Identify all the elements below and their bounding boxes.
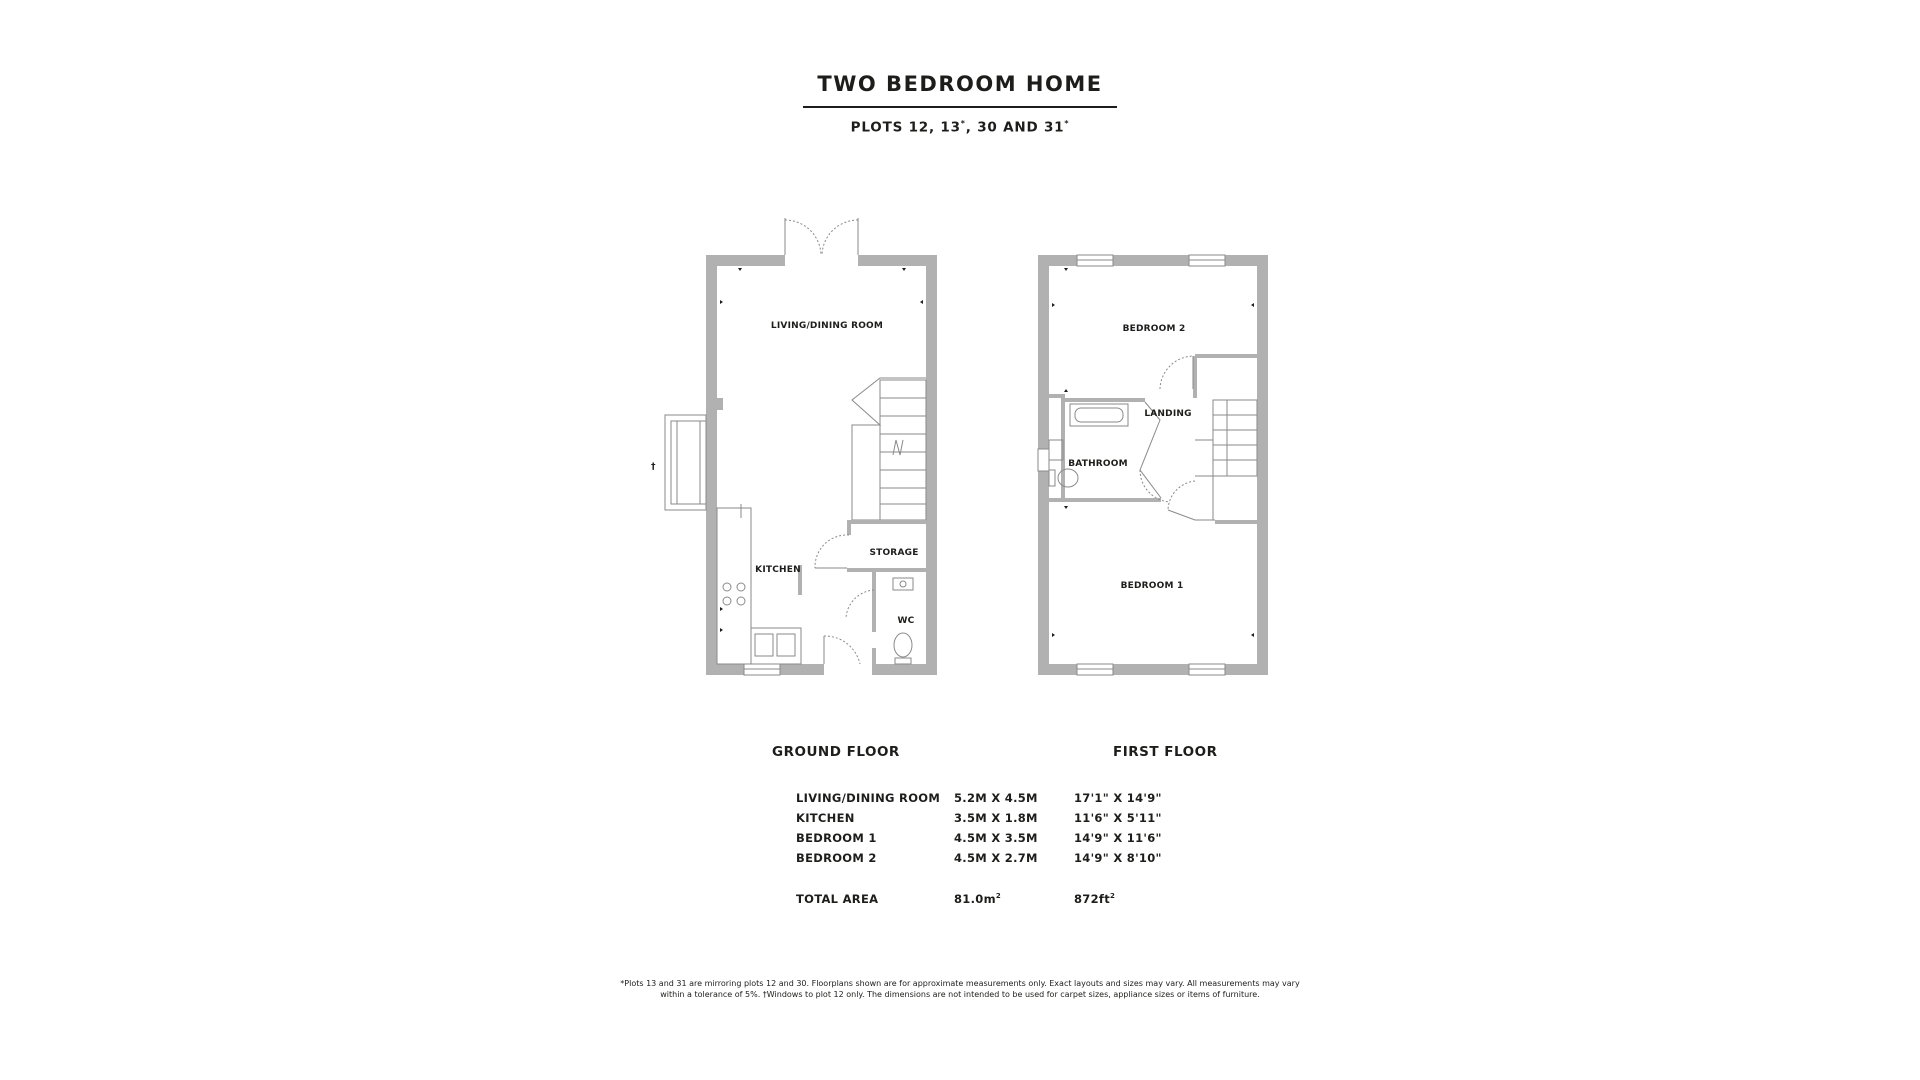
- window-note-mark: †: [651, 462, 656, 472]
- dimension-imperial: 14'9" X 8'10": [1074, 851, 1162, 865]
- page-title: TWO BEDROOM HOME: [803, 72, 1116, 108]
- dimension-room: BEDROOM 2: [796, 851, 877, 865]
- footnote: [600, 978, 1320, 1000]
- first-floor-doors: [1140, 356, 1215, 520]
- ground-wall-pier: [717, 398, 723, 410]
- total-metric-value: 81.0m: [954, 892, 996, 906]
- dimension-row: [796, 828, 1194, 848]
- total-area-row: [796, 889, 1194, 909]
- dimension-imperial: 14'9" X 11'6": [1074, 831, 1162, 845]
- subtitle-mark-b: *: [1064, 119, 1070, 128]
- total-area-label: TOTAL AREA: [796, 892, 879, 906]
- first-stairs: [1195, 400, 1257, 520]
- total-area-metric: [954, 889, 1074, 909]
- dimension-row: [796, 808, 1194, 828]
- room-label-storage: STORAGE: [869, 548, 919, 558]
- ground-stairs: [852, 378, 926, 520]
- dimension-room: LIVING/DINING ROOM: [796, 791, 941, 805]
- ground-floor-plan: [651, 218, 937, 675]
- storage-door: [815, 535, 849, 568]
- dimension-imperial: 17'1" X 14'9": [1074, 791, 1162, 805]
- table-spacer: [796, 868, 1194, 889]
- storage-wc-partitions: [798, 520, 926, 664]
- dimension-imperial: 11'6" X 5'11": [1074, 811, 1162, 825]
- room-label-kitchen: KITCHEN: [755, 565, 801, 575]
- room-label-landing: LANDING: [1144, 409, 1192, 419]
- kitchen-window: [744, 664, 780, 675]
- footnote-line-1: *Plots 13 and 31 are mirroring plots 12 and 30. Floorplans shown are for approximate measurements only. Exact layouts and sizes may vary. All measurements may vary: [620, 979, 1300, 988]
- front-door: [824, 636, 860, 664]
- dimension-metric: 5.2M X 4.5M: [954, 791, 1038, 805]
- dimension-room: BEDROOM 1: [796, 831, 877, 845]
- footnote-line-2: within a tolerance of 5%. †Windows to plot 12 only. The dimensions are not intended to be used for carpet sizes, appliance sizes or items of furniture.: [660, 990, 1260, 999]
- kitchen-units: [717, 504, 801, 664]
- room-label-bedroom-2: BEDROOM 2: [1122, 324, 1186, 334]
- first-floor-heading: FIRST FLOOR: [1113, 744, 1218, 760]
- room-label-living-dining: LIVING/DINING ROOM: [770, 321, 884, 331]
- total-imperial-unit: 2: [1110, 892, 1116, 901]
- ground-floor-walls: [706, 255, 937, 675]
- wc-door: [846, 590, 874, 618]
- dimension-metric: 4.5M X 3.5M: [954, 831, 1038, 845]
- french-doors: [785, 218, 858, 255]
- bay-window: [665, 415, 706, 510]
- subtitle-text-a: PLOTS 12, 13: [850, 119, 961, 136]
- dimension-row: [796, 848, 1194, 868]
- room-label-wc: WC: [897, 616, 915, 626]
- room-label-bathroom: BATHROOM: [1068, 459, 1128, 469]
- subtitle-text-b: , 30 AND 31: [965, 119, 1065, 136]
- first-floor-plan: [1038, 255, 1268, 675]
- dimensions-table: [796, 788, 1194, 909]
- dimension-metric: 3.5M X 1.8M: [954, 811, 1038, 825]
- dimension-metric: 4.5M X 2.7M: [954, 851, 1038, 865]
- total-area-imperial: [1074, 889, 1194, 909]
- subtitle-mark-a: *: [960, 119, 966, 128]
- total-metric-unit: 2: [995, 892, 1002, 901]
- dimension-row: [796, 788, 1194, 808]
- room-label-bedroom-1: BEDROOM 1: [1120, 581, 1184, 591]
- dimension-room: KITCHEN: [796, 811, 855, 825]
- ground-floor-heading: GROUND FLOOR: [772, 744, 900, 760]
- first-floor-windows: [1038, 255, 1225, 675]
- total-imperial-value: 872ft: [1074, 892, 1111, 906]
